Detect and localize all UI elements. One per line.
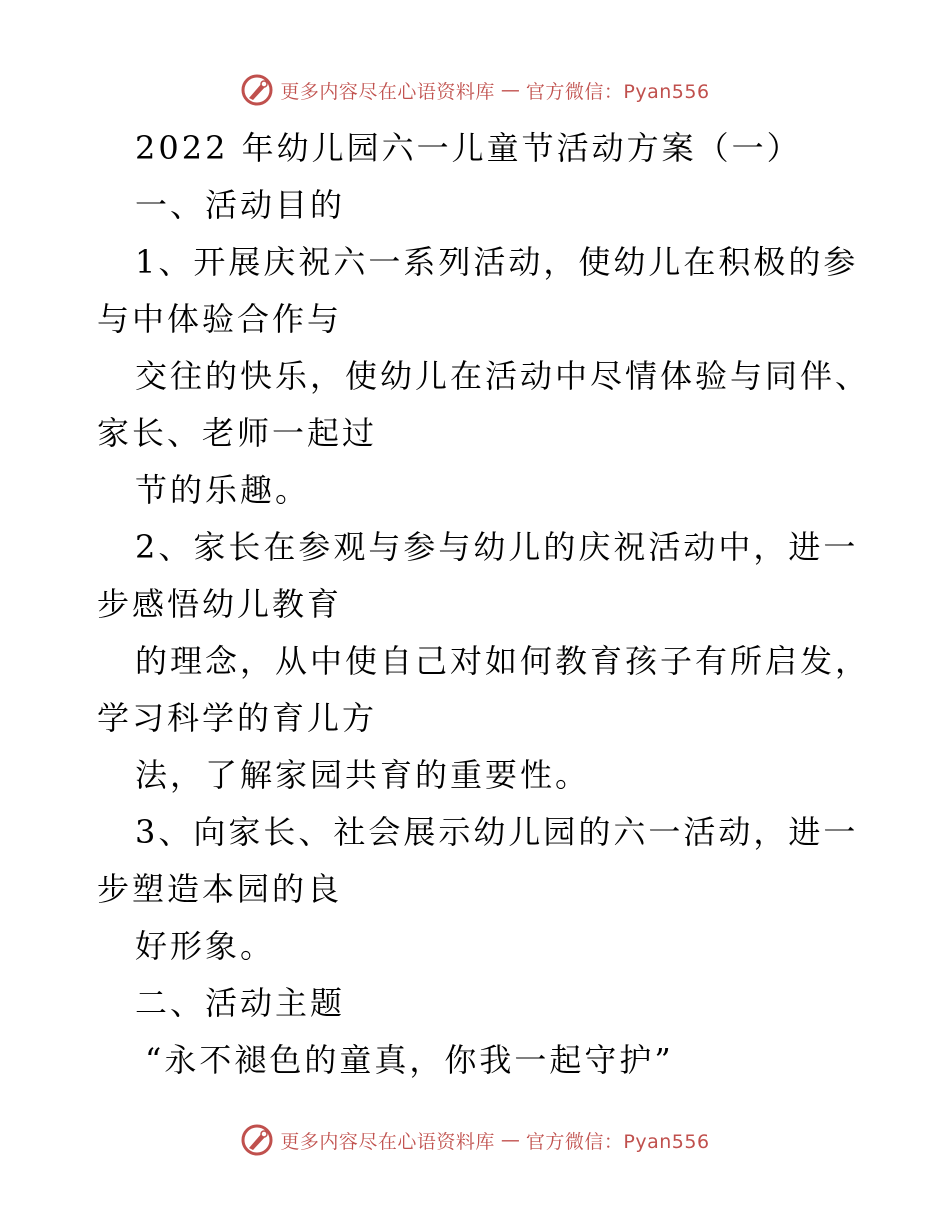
banner-separator: — [500, 79, 520, 101]
banner-text: 更多内容尽在心语资料库 [280, 1130, 495, 1153]
document-title: 2022 年幼儿园六一儿童节活动方案（一） [135, 129, 802, 167]
banner-suffix: 官方微信：Pyan556 [525, 1130, 710, 1153]
theme-quote: “永不褪色的童真，你我一起守护” [145, 1041, 674, 1079]
banner-text: 更多内容尽在心语资料库 [280, 80, 495, 103]
banner-inner [240, 73, 709, 107]
section-heading-theme: 二、活动主题 [135, 984, 346, 1022]
paragraph-line: 与中体验合作与 [97, 300, 343, 338]
paragraph-line: 3、向家长、社会展示幼儿园的六一活动，进一 [135, 813, 859, 851]
document-body [97, 120, 871, 1089]
paragraph-line: 法，了解家园共育的重要性。 [135, 756, 591, 794]
section-heading-purpose: 一、活动目的 [135, 186, 346, 224]
paragraph-line: 好形象。 [135, 927, 276, 965]
pen-logo-icon [240, 73, 274, 107]
banner-suffix: 官方微信：Pyan556 [525, 80, 710, 103]
banner-inner [240, 1123, 709, 1157]
pen-logo-icon [240, 1123, 274, 1157]
paragraph-line: 2、家长在参观与参与幼儿的庆祝活动中，进一 [135, 528, 859, 566]
header-watermark-banner [0, 70, 950, 110]
paragraph-line: 家长、老师一起过 [97, 414, 378, 452]
paragraph-line: 交往的快乐，使幼儿在活动中尽情体验与同伴、 [135, 357, 871, 395]
paragraph-line: 学习科学的育儿方 [97, 699, 378, 737]
paragraph-line: 步感悟幼儿教育 [97, 585, 343, 623]
paragraph-line: 的理念，从中使自己对如何教育孩子有所启发， [135, 642, 871, 680]
banner-separator: — [500, 1129, 520, 1151]
paragraph-line: 节的乐趣。 [135, 471, 311, 509]
paragraph-line: 步塑造本园的良 [97, 870, 343, 908]
paragraph-line: 1、开展庆祝六一系列活动，使幼儿在积极的参 [135, 243, 859, 281]
footer-watermark-banner [0, 1120, 950, 1160]
